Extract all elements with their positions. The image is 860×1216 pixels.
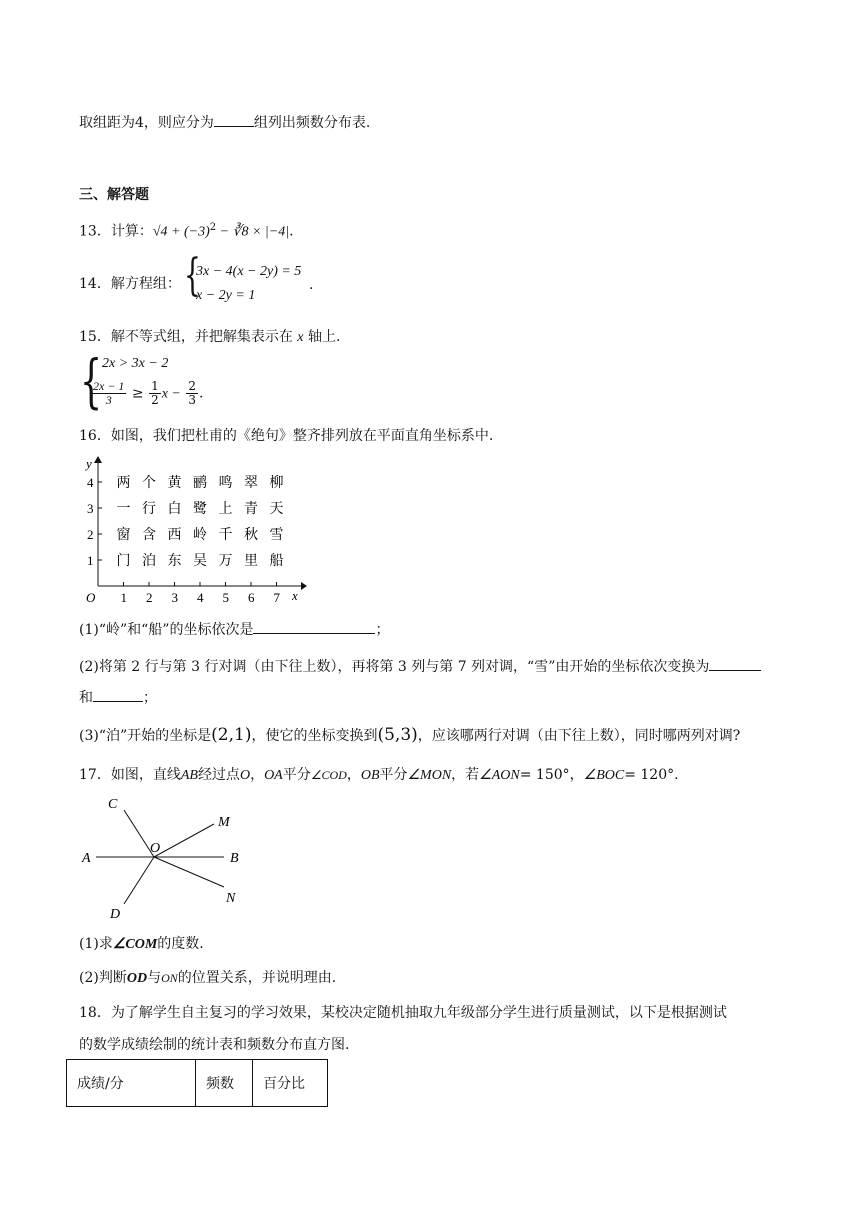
ge-sign: ≥	[131, 385, 144, 402]
question-number: 15．	[79, 329, 111, 345]
fraction	[91, 380, 126, 407]
q17-p1-text: (1)求	[79, 936, 113, 952]
q13-expr-b: − ∛8 × |−4|	[216, 224, 290, 240]
label-b: B	[230, 851, 239, 866]
q15-text2: 轴上.	[307, 329, 341, 345]
q15-ineq1: 2x > 3x − 2	[102, 356, 169, 371]
q17-text: 如图，直线	[110, 767, 181, 783]
table-header-cell: 成绩/分	[67, 1060, 196, 1107]
poem-character: 东	[167, 553, 182, 569]
fraction-numerator: 1	[151, 379, 159, 393]
fraction	[186, 380, 198, 407]
q13-end: .	[289, 223, 294, 240]
poem-character: 鹂	[193, 475, 207, 491]
poem-character: 千	[218, 527, 233, 543]
q17-text: ，	[569, 767, 584, 783]
question-16	[79, 426, 493, 446]
q17-part2	[79, 968, 336, 989]
poem-character: 秋	[244, 527, 258, 543]
q16-part3	[79, 725, 740, 746]
poem-character: 一	[116, 501, 131, 517]
score-table	[66, 1059, 328, 1107]
poem-character: 两	[116, 475, 131, 491]
question-13	[79, 218, 294, 243]
label-o: O	[150, 841, 161, 856]
table-header-cell: 百分比	[253, 1060, 328, 1107]
y-axis-label: y	[86, 456, 92, 471]
q17-part1	[79, 934, 204, 955]
poem-character: 泊	[142, 553, 156, 569]
poem-character: 白	[167, 501, 182, 517]
q16-part1	[79, 619, 389, 640]
poem-character: 西	[167, 527, 182, 543]
q15-end: .	[198, 385, 204, 402]
poem-character: 门	[116, 553, 131, 569]
x-tick-label: 7	[273, 590, 280, 605]
poem-character: 翠	[244, 475, 258, 491]
fraction-numerator: 2	[188, 379, 196, 393]
math-var: ∠COM	[112, 937, 158, 952]
q15-text: 解不等式组，并把解集表示在	[110, 329, 293, 345]
fraction-denominator: 2	[151, 393, 159, 407]
math-var: OB	[360, 768, 380, 783]
q16-p1-text: (1)“岭”和“船”的坐标依次是	[79, 622, 254, 638]
poem-character: 柳	[269, 475, 284, 491]
poem-character: 岭	[193, 527, 207, 543]
poem-character: 船	[269, 553, 284, 569]
q13-expr-a: √4 + (−3)	[152, 224, 210, 240]
x-tick-label: 3	[171, 590, 178, 605]
poem-character: 万	[218, 553, 233, 569]
poem-character: 雪	[269, 527, 284, 543]
math-var: O	[239, 768, 251, 783]
math-var: OD	[126, 971, 148, 986]
poem-character: 鹭	[193, 501, 207, 517]
q17-p2-text: (2)判断	[79, 970, 127, 986]
y-axis-arrow	[94, 456, 102, 463]
math-var: AB	[180, 768, 198, 783]
fraction-denominator: 3	[188, 393, 196, 407]
table-header-cell: 频数	[196, 1060, 253, 1107]
angle-figure	[76, 790, 256, 925]
section-title: 三、解答题	[79, 187, 149, 203]
fraction-numerator: 2x − 1	[93, 379, 125, 393]
q12-text: 取组距为4，则应分为	[79, 115, 214, 131]
poem-character: 里	[244, 553, 258, 569]
y-tick-label: 1	[87, 553, 94, 568]
answer-blank	[93, 687, 143, 702]
q17-text: ，	[250, 767, 265, 783]
question-18	[79, 1003, 727, 1023]
y-tick-label: 2	[87, 527, 94, 542]
question-number: 18．	[79, 1005, 111, 1021]
question-17	[79, 765, 679, 786]
q13-exponent: 2	[209, 222, 217, 233]
q14-label: 解方程组：	[110, 276, 181, 292]
ray-od	[124, 857, 154, 904]
math-var: ON	[161, 971, 178, 985]
q13-label: 计算：	[110, 223, 153, 240]
q16-text: 如图，我们把杜甫的《绝句》整齐排列放在平面直角坐标系中.	[110, 428, 494, 444]
label-d: D	[110, 907, 121, 922]
q14-eq2: x − 2y = 1	[196, 288, 256, 303]
poem-character: 鸣	[218, 475, 233, 491]
q14-end: .	[309, 277, 314, 293]
q16-p3-end: ，应该哪两行对调（由下往上数），同时哪两列对调?	[417, 728, 741, 744]
math-var: = 120°	[624, 767, 675, 783]
poem-character: 个	[142, 475, 156, 491]
poem-character: 黄	[167, 475, 182, 491]
q17-p1-end: 的度数.	[157, 936, 204, 952]
math-var: ∠COD	[310, 768, 347, 782]
x-tick-label: 1	[120, 590, 127, 605]
x-tick-label: 2	[146, 590, 153, 605]
question-number: 17．	[79, 767, 111, 783]
ray-om	[154, 824, 214, 857]
system-brace: {	[184, 250, 201, 301]
q17-text: ，若	[451, 767, 480, 783]
q16-part2	[79, 656, 761, 677]
question-number: 16．	[79, 428, 111, 444]
poem-character: 行	[142, 501, 156, 517]
question-14	[79, 274, 181, 294]
poem-character: 上	[218, 501, 233, 517]
q12-tail	[79, 112, 370, 133]
q18-text-cont: 的数学成绩绘制的统计表和频数分布直方图.	[79, 1037, 350, 1053]
math-var: ∠AON	[479, 768, 520, 783]
q17-text: ，	[346, 767, 361, 783]
poem-coordinate-grid	[76, 455, 308, 610]
math-var: ∠MON	[407, 768, 452, 783]
math-var: OA	[264, 768, 283, 783]
q17-text: 经过点	[197, 767, 240, 783]
fraction-denominator: 3	[105, 393, 112, 407]
poem-character: 吴	[193, 553, 207, 569]
y-tick-label: 4	[87, 475, 94, 490]
question-15	[79, 327, 340, 348]
label-a: A	[82, 851, 91, 866]
q14-eq1: 3x − 4(x − 2y) = 5	[196, 264, 302, 279]
q16-part2-cont	[79, 687, 157, 708]
label-m: M	[218, 815, 230, 830]
q17-p2-mid: 与	[147, 970, 162, 986]
table-header-row	[67, 1060, 328, 1107]
answer-blank	[709, 656, 761, 671]
q17-end: .	[674, 767, 679, 783]
question-number: 13．	[79, 223, 111, 240]
coordinate: (5,3)	[377, 725, 418, 745]
q18-text: 为了解学生自主复习的学习效果，某校决定随机抽取九年级部分学生进行质量测试，以下是根据测试	[110, 1005, 727, 1021]
origin-label: O	[86, 590, 96, 605]
q16-p3-text: (3)“泊”开始的坐标是	[79, 728, 212, 744]
answer-blank	[214, 112, 254, 127]
label-c: C	[108, 797, 118, 812]
q16-p3-mid: ，使它的坐标变换到	[251, 728, 378, 744]
q16-p1-end: ；	[375, 622, 390, 638]
fraction	[149, 380, 161, 407]
system-brace: {	[80, 347, 103, 415]
poem-character: 含	[142, 527, 156, 543]
q16-p2-text: (2)将第 2 行与第 3 行对调（由下往上数），再将第 3 列与第 7 列对调，“雪”由开始的坐标依次变换为	[79, 659, 710, 675]
x-axis-label: x	[292, 588, 298, 603]
math-var: ∠BOC	[583, 768, 625, 783]
math-var: = 150°	[519, 767, 570, 783]
q12-suffix: 组列出频数分布表.	[253, 115, 371, 131]
q15-var: x	[297, 330, 304, 345]
coordinate: (2,1)	[211, 725, 252, 745]
poem-character: 窗	[116, 527, 131, 543]
q17-text: 平分	[379, 767, 408, 783]
answer-blank	[253, 619, 375, 634]
q16-p2-and: 和	[79, 690, 93, 706]
label-n: N	[226, 891, 236, 906]
poem-character: 天	[269, 501, 284, 517]
y-tick-label: 3	[87, 501, 94, 516]
q17-p2-end: 的位置关系，并说明理由.	[177, 970, 337, 986]
x-axis-arrow	[301, 582, 307, 590]
q16-p2-end: ；	[143, 690, 157, 706]
ray-on	[154, 857, 224, 887]
question-number: 14．	[79, 276, 111, 292]
x-tick-label: 5	[222, 590, 229, 605]
q15-x-minus: x −	[161, 386, 181, 402]
poem-character: 青	[244, 501, 258, 517]
q17-text: 平分	[282, 767, 311, 783]
q15-ineq2	[90, 380, 203, 407]
x-tick-label: 4	[197, 590, 204, 605]
x-tick-label: 6	[248, 590, 255, 605]
